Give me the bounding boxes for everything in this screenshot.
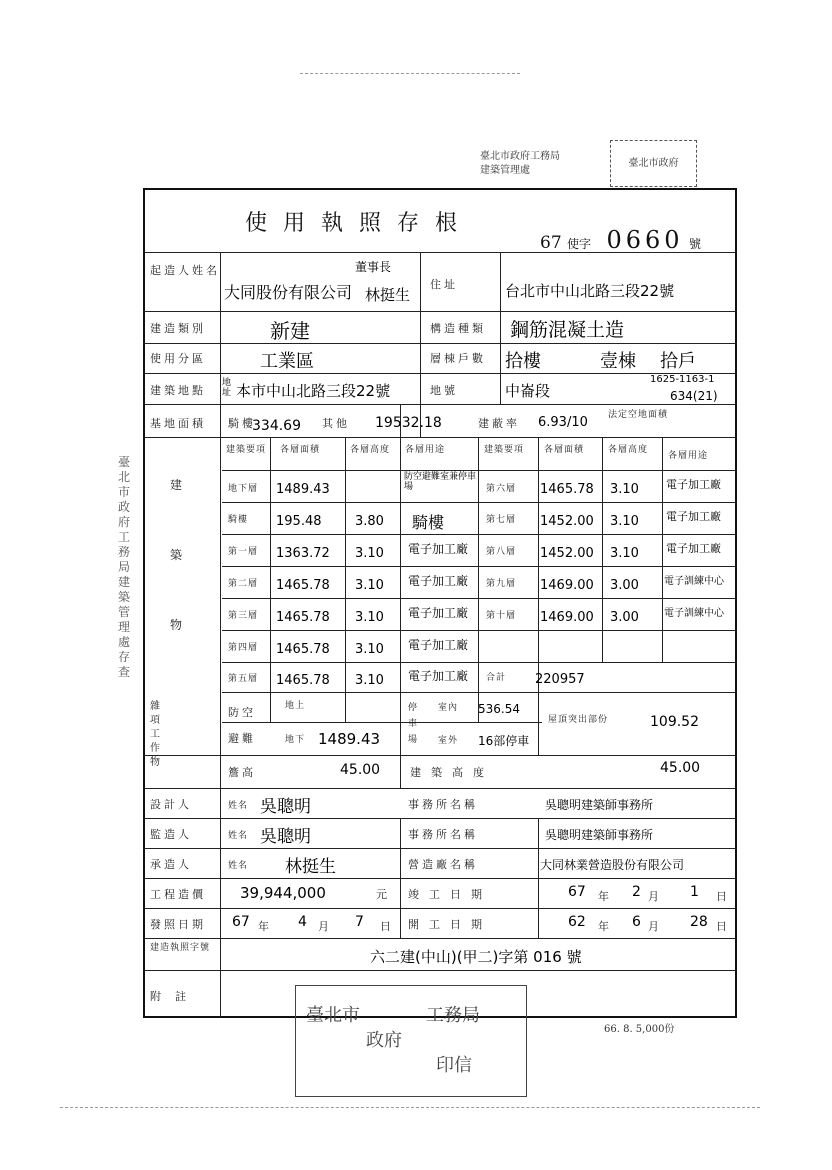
label-structure: 構造種類 [430,322,486,335]
cost-value: 39,944,000 [240,884,326,902]
label-supervisor-name: 姓名 [228,831,249,841]
label-item-right: 建築要項 [484,445,525,455]
issue-day: 7 [355,914,364,930]
f8-use: 電子加工廠 [666,542,721,555]
builder-rep: 林挺生 [365,286,411,304]
label-f5: 第五層 [228,674,259,684]
f5-height: 3.10 [355,673,384,688]
complete-year: 67 [568,884,586,900]
label-f8: 第八層 [486,547,517,557]
roof-area: 109.52 [650,714,699,730]
form-title: 使用執照存根 [245,211,474,236]
f1-height: 3.10 [355,546,384,561]
label-supervisor: 監造人 [150,828,192,841]
section-value: 中崙段 [505,382,551,400]
shelter-below-area: 1489.43 [318,730,381,748]
f5-use: 電子加工廠 [408,669,469,683]
label-f2: 第二層 [228,579,259,589]
designer-name: 吳聰明 [260,797,311,817]
label-arcade: 騎樓 [228,417,256,430]
site-value: 本市中山北路三段22號 [236,382,391,400]
print-footer: 66. 8. 5,000份 [604,1024,675,1035]
issue-yue: 月 [318,920,332,933]
complete-nian: 年 [598,890,612,903]
other-area: 19532.18 [375,415,442,431]
label-building: 建築物 [170,478,186,632]
complete-day: 1 [690,884,699,900]
label-yuan: 元 [376,888,390,901]
f2-height: 3.10 [355,578,384,593]
f3-use: 電子加工廠 [408,606,469,620]
roof-label: 屋頂突出部份 [548,715,609,725]
f6-area: 1465.78 [540,482,594,497]
f6-height: 3.10 [610,482,639,497]
complete-ri: 日 [716,890,730,903]
f8-area: 1452.00 [540,546,594,561]
address-value: 台北市中山北路三段22號 [505,282,675,300]
arcade-row-use: 騎樓 [412,513,445,532]
f10-area: 1469.00 [540,610,594,625]
complete-yue: 月 [648,890,662,903]
floors-value: 拾樓 [505,351,541,372]
scan-noise-top [300,73,520,74]
issue-ri: 日 [380,920,394,933]
label-f4: 第四層 [228,643,259,653]
label-designer: 設計人 [150,798,192,811]
label-contractor: 承造人 [150,858,192,871]
contractor-name: 林挺生 [285,857,336,877]
zoning-value: 工業區 [260,351,314,372]
label-complete-date: 竣工日期 [408,888,492,901]
label-supervisor-office: 事務所名稱 [408,828,478,841]
permit-value: 六二建(中山)(甲二)字第 016 號 [370,948,582,966]
total-area: 220957 [535,672,585,687]
top-stamp: 臺北市政府工務局 建築管理處 [480,151,560,176]
f2-area: 1465.78 [276,578,330,593]
arcade-area: 334.69 [252,418,301,434]
start-day: 28 [690,914,708,930]
label-f10: 第十層 [486,611,517,621]
label-shelter: 防空避難 [228,706,256,745]
f1-use: 電子加工廠 [408,542,469,556]
label-f7: 第七層 [486,515,517,525]
label-f3: 第三層 [228,611,259,621]
label-builder: 起造人姓名 [150,264,220,277]
label-floors-units: 層棟戶數 [430,352,486,365]
label-type: 建造類別 [150,322,206,335]
f2-use: 電子加工廠 [408,574,469,588]
label-misc: 雜項工作物 [150,701,163,768]
f10-height: 3.00 [610,610,639,625]
arcade-row-height: 3.80 [355,514,384,529]
eave-height: 45.00 [340,762,381,778]
label-f9: 第九層 [486,579,517,589]
f6-use: 電子加工廠 [666,478,721,491]
label-item-left: 建築要項 [226,445,267,455]
f3-area: 1465.78 [276,610,330,625]
f8-height: 3.10 [610,546,639,561]
f7-area: 1452.00 [540,514,594,529]
type-value: 新建 [270,319,310,343]
units-value: 拾戶 [660,351,696,372]
builder-rep-title: 董事長 [355,260,392,274]
parking-outdoor: 16部停車 [478,734,530,748]
f7-use: 電子加工廠 [666,510,721,523]
supervisor-name: 吳聰明 [260,827,311,847]
f5-area: 1465.78 [276,673,330,688]
label-zoning: 使用分區 [150,352,206,365]
issue-nian: 年 [258,920,272,933]
coverage-value: 6.93/10 [538,415,588,430]
f9-height: 3.00 [610,578,639,593]
label-address: 住址 [430,278,458,291]
label-f6: 第六層 [486,484,517,494]
label-contractor-firm: 營造廠名稱 [408,858,478,871]
f9-area: 1469.00 [540,578,594,593]
start-ri: 日 [716,920,730,933]
label-usage-left: 各層用途 [405,445,446,455]
label-site: 建築地點 [150,384,206,397]
bld-height: 45.00 [660,760,701,776]
label-other: 其他 [322,417,350,430]
issue-month: 4 [298,914,307,930]
label-site-area: 基地面積 [150,417,206,430]
label-designer-office: 事務所名稱 [408,798,478,811]
start-nian: 年 [598,920,612,933]
issue-year: 67 [232,914,250,930]
label-contractor-name: 姓名 [228,861,249,871]
designer-office: 吳聰明建築師事務所 [545,798,654,812]
label-outdoor: 室外 [438,736,459,746]
arcade-row-area: 195.48 [276,514,322,529]
label-legal-open: 法定空地面積 [608,410,669,420]
basement-use: 防空避難室兼停車場 [404,472,477,492]
parking-indoor: 536.54 [478,702,520,716]
label-parking: 停車場 [408,703,419,745]
scan-noise-bottom [60,1107,760,1108]
structure-value: 鋼筋混凝土造 [510,319,625,341]
permit-number: 67 使字 0660 號 [540,226,701,254]
label-permit: 建造執照字號 [150,943,211,953]
label-area-right: 各層面積 [544,445,585,455]
side-stamp: 臺北市政府 工務局 建築管理處 存查 [118,455,131,679]
basement-area: 1489.43 [276,482,330,497]
buildings-value: 壹棟 [600,351,636,372]
contractor-firm: 大同林業營造股份有限公司 [540,858,685,872]
f3-height: 3.10 [355,610,384,625]
site-prefix: 地址 [222,378,232,398]
complete-month: 2 [632,884,641,900]
label-eave: 簷高 [228,766,256,779]
lot-note: 1625-1163-1 [650,374,715,385]
builder-value: 大同股份有限公司 [224,283,353,302]
label-f1: 第一層 [228,547,259,557]
f1-area: 1363.72 [276,546,330,561]
label-below: 地下 [285,735,306,745]
label-start-date: 開工日期 [408,918,492,931]
f9-use: 電子訓練中心 [664,576,724,587]
label-height-right: 各層高度 [608,445,649,455]
f4-use: 電子加工廠 [408,638,469,652]
label-basement: 地下層 [228,484,259,494]
label-total: 合計 [486,673,507,683]
label-lot: 地號 [430,384,458,397]
f10-use: 電子訓練中心 [664,608,724,619]
label-designer-name: 姓名 [228,801,249,811]
label-bld-height: 建築高度 [410,766,494,779]
f7-height: 3.10 [610,514,639,529]
label-remarks: 附註 [150,990,200,1003]
label-area-left: 各層面積 [280,445,321,455]
f4-area: 1465.78 [276,642,330,657]
label-above: 地上 [285,701,306,711]
start-month: 6 [632,914,641,930]
label-usage-right: 各層用途 [668,451,709,461]
start-year: 62 [568,914,586,930]
f4-height: 3.10 [355,642,384,657]
label-arcade-row: 騎樓 [228,515,249,525]
label-height-left: 各層高度 [350,445,391,455]
supervisor-office: 吳聰明建築師事務所 [545,828,654,842]
label-indoor: 室內 [438,703,459,713]
bottom-seal: 臺北市 政府 工務局 印信 [295,985,527,1097]
label-coverage: 建蔽率 [478,417,520,430]
top-right-stamp: 臺北市政府 [610,140,697,187]
label-issue-date: 發照日期 [150,918,206,931]
label-cost: 工程造價 [150,888,206,901]
lot-value: 634(21) [670,389,718,403]
start-yue: 月 [648,920,662,933]
